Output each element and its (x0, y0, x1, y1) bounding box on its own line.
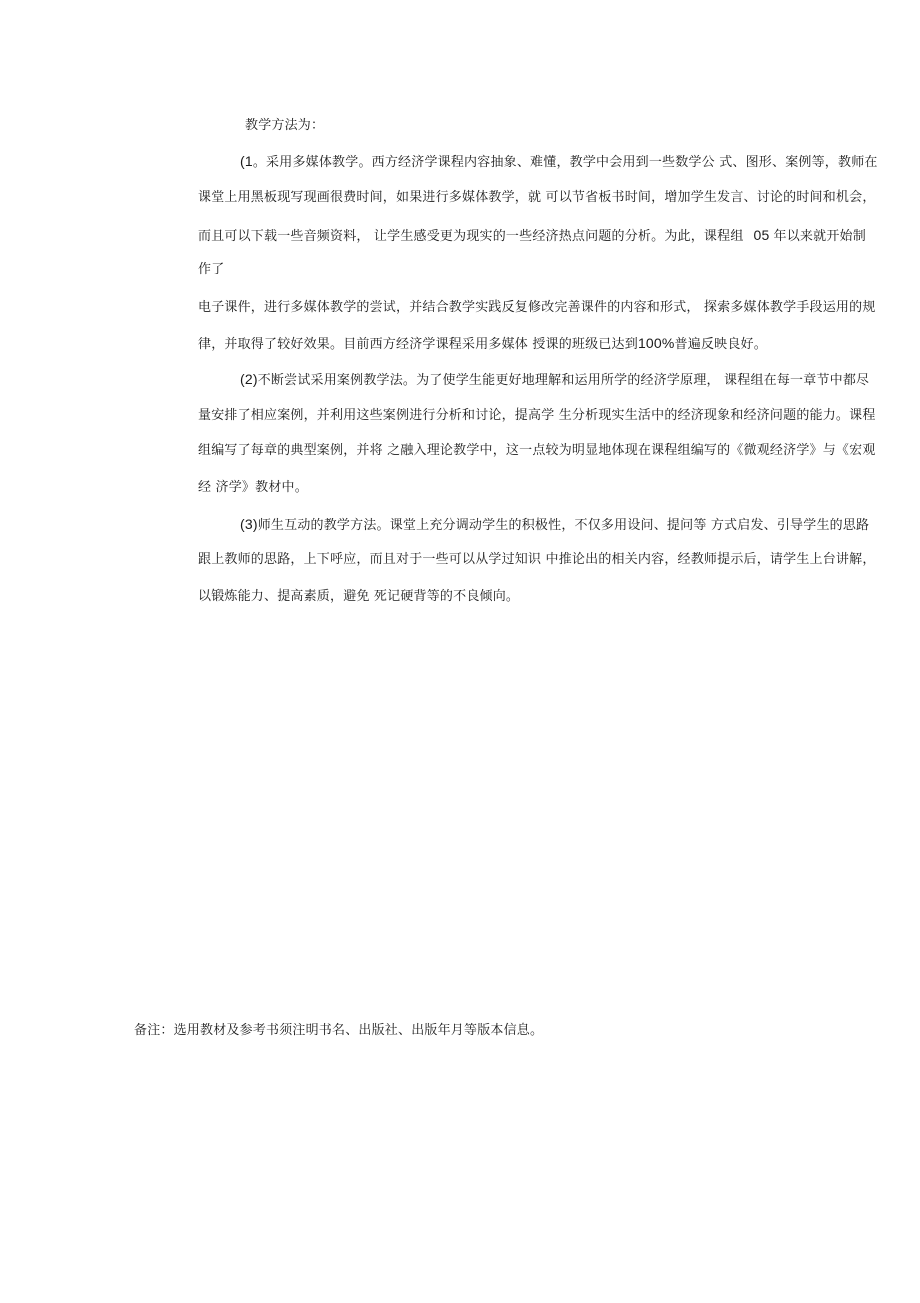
paragraph-1-line-2: 课堂上用黑板现写现画很费时间，如果进行多媒体教学，就 可以节省板书时间，增加学生发言、讨论的时间和机会， (198, 190, 876, 205)
paragraph-1-line-6 (198, 335, 767, 353)
paragraph-1-text-6b: 普遍反映良好。 (674, 337, 767, 352)
paragraph-1-line-5: 电子课件，进行多媒体教学的尝试，并结合教学实践反复修改完善课件的内容和形式， 探索多媒体教学手段运用的规 (198, 300, 876, 315)
paragraph-2-line-4: 经 济学》教材中。 (198, 480, 308, 495)
paragraph-1-text-1: 。采用多媒体教学。西方经济学课程内容抽象、难懂，教学中会用到一些数学公 式、图形、案例等，教师在 (252, 155, 878, 170)
paragraph-1-line-1 (240, 153, 878, 171)
paragraph-1-line-3 (198, 227, 866, 245)
paragraph-2-line-1 (240, 371, 869, 389)
paragraph-1-number: (1 (240, 153, 253, 169)
paragraph-2-number: (2) (240, 371, 258, 387)
section-heading: 教学方法为： (245, 118, 325, 133)
paragraph-3-number: (3) (240, 516, 258, 532)
paragraph-1-text-6a: 律，并取得了较好效果。目前西方经济学课程采用多媒体 授课的班级已达到 (198, 337, 638, 352)
paragraph-3-line-1 (240, 516, 869, 534)
paragraph-1-text-3b: 年以来就开始制 (773, 229, 866, 244)
paragraph-3-text-1: 师生互动的教学方法。课堂上充分调动学生的积极性，不仅多用设问、提问等 方式启发、引导学生的思路 (257, 518, 870, 533)
paragraph-1-year: 05 (753, 227, 770, 243)
paragraph-2-line-2: 量安排了相应案例，并利用这些案例进行分析和讨论，提高学 生分析现实生活中的经济现象和经济问题的能力。课程 (198, 408, 876, 423)
paragraph-3-line-3: 以锻炼能力、提高素质，避免 死记硬背等的不良倾向。 (198, 589, 520, 604)
paragraph-2-text-1: 不断尝试采用案例教学法。为了使学生能更好地理解和运用所学的经济学原理， 课程组在每一章节中都尽 (257, 373, 870, 388)
paragraph-2-line-3: 组编写了每章的典型案例，并将 之融入理论教学中，这一点较为明显地体现在课程组编写的《微观经济学》与《宏观 (198, 443, 876, 458)
paragraph-1-line-4: 作了 (198, 262, 225, 277)
paragraph-1-percent: 100% (637, 335, 675, 351)
paragraph-3-line-2: 跟上教师的思路，上下呼应，而且对于一些可以从学过知识 中推论出的相关内容，经教师提示后，请学生上台讲解， (198, 552, 876, 567)
paragraph-1-text-3a: 而且可以下载一些音频资料， 让学生感受更为现实的一些经济热点问题的分析。为此，课程组 (198, 229, 744, 244)
footnote-remark: 备注：选用教材及参考书须注明书名、出版社、出版年月等版本信息。 (134, 1023, 544, 1038)
